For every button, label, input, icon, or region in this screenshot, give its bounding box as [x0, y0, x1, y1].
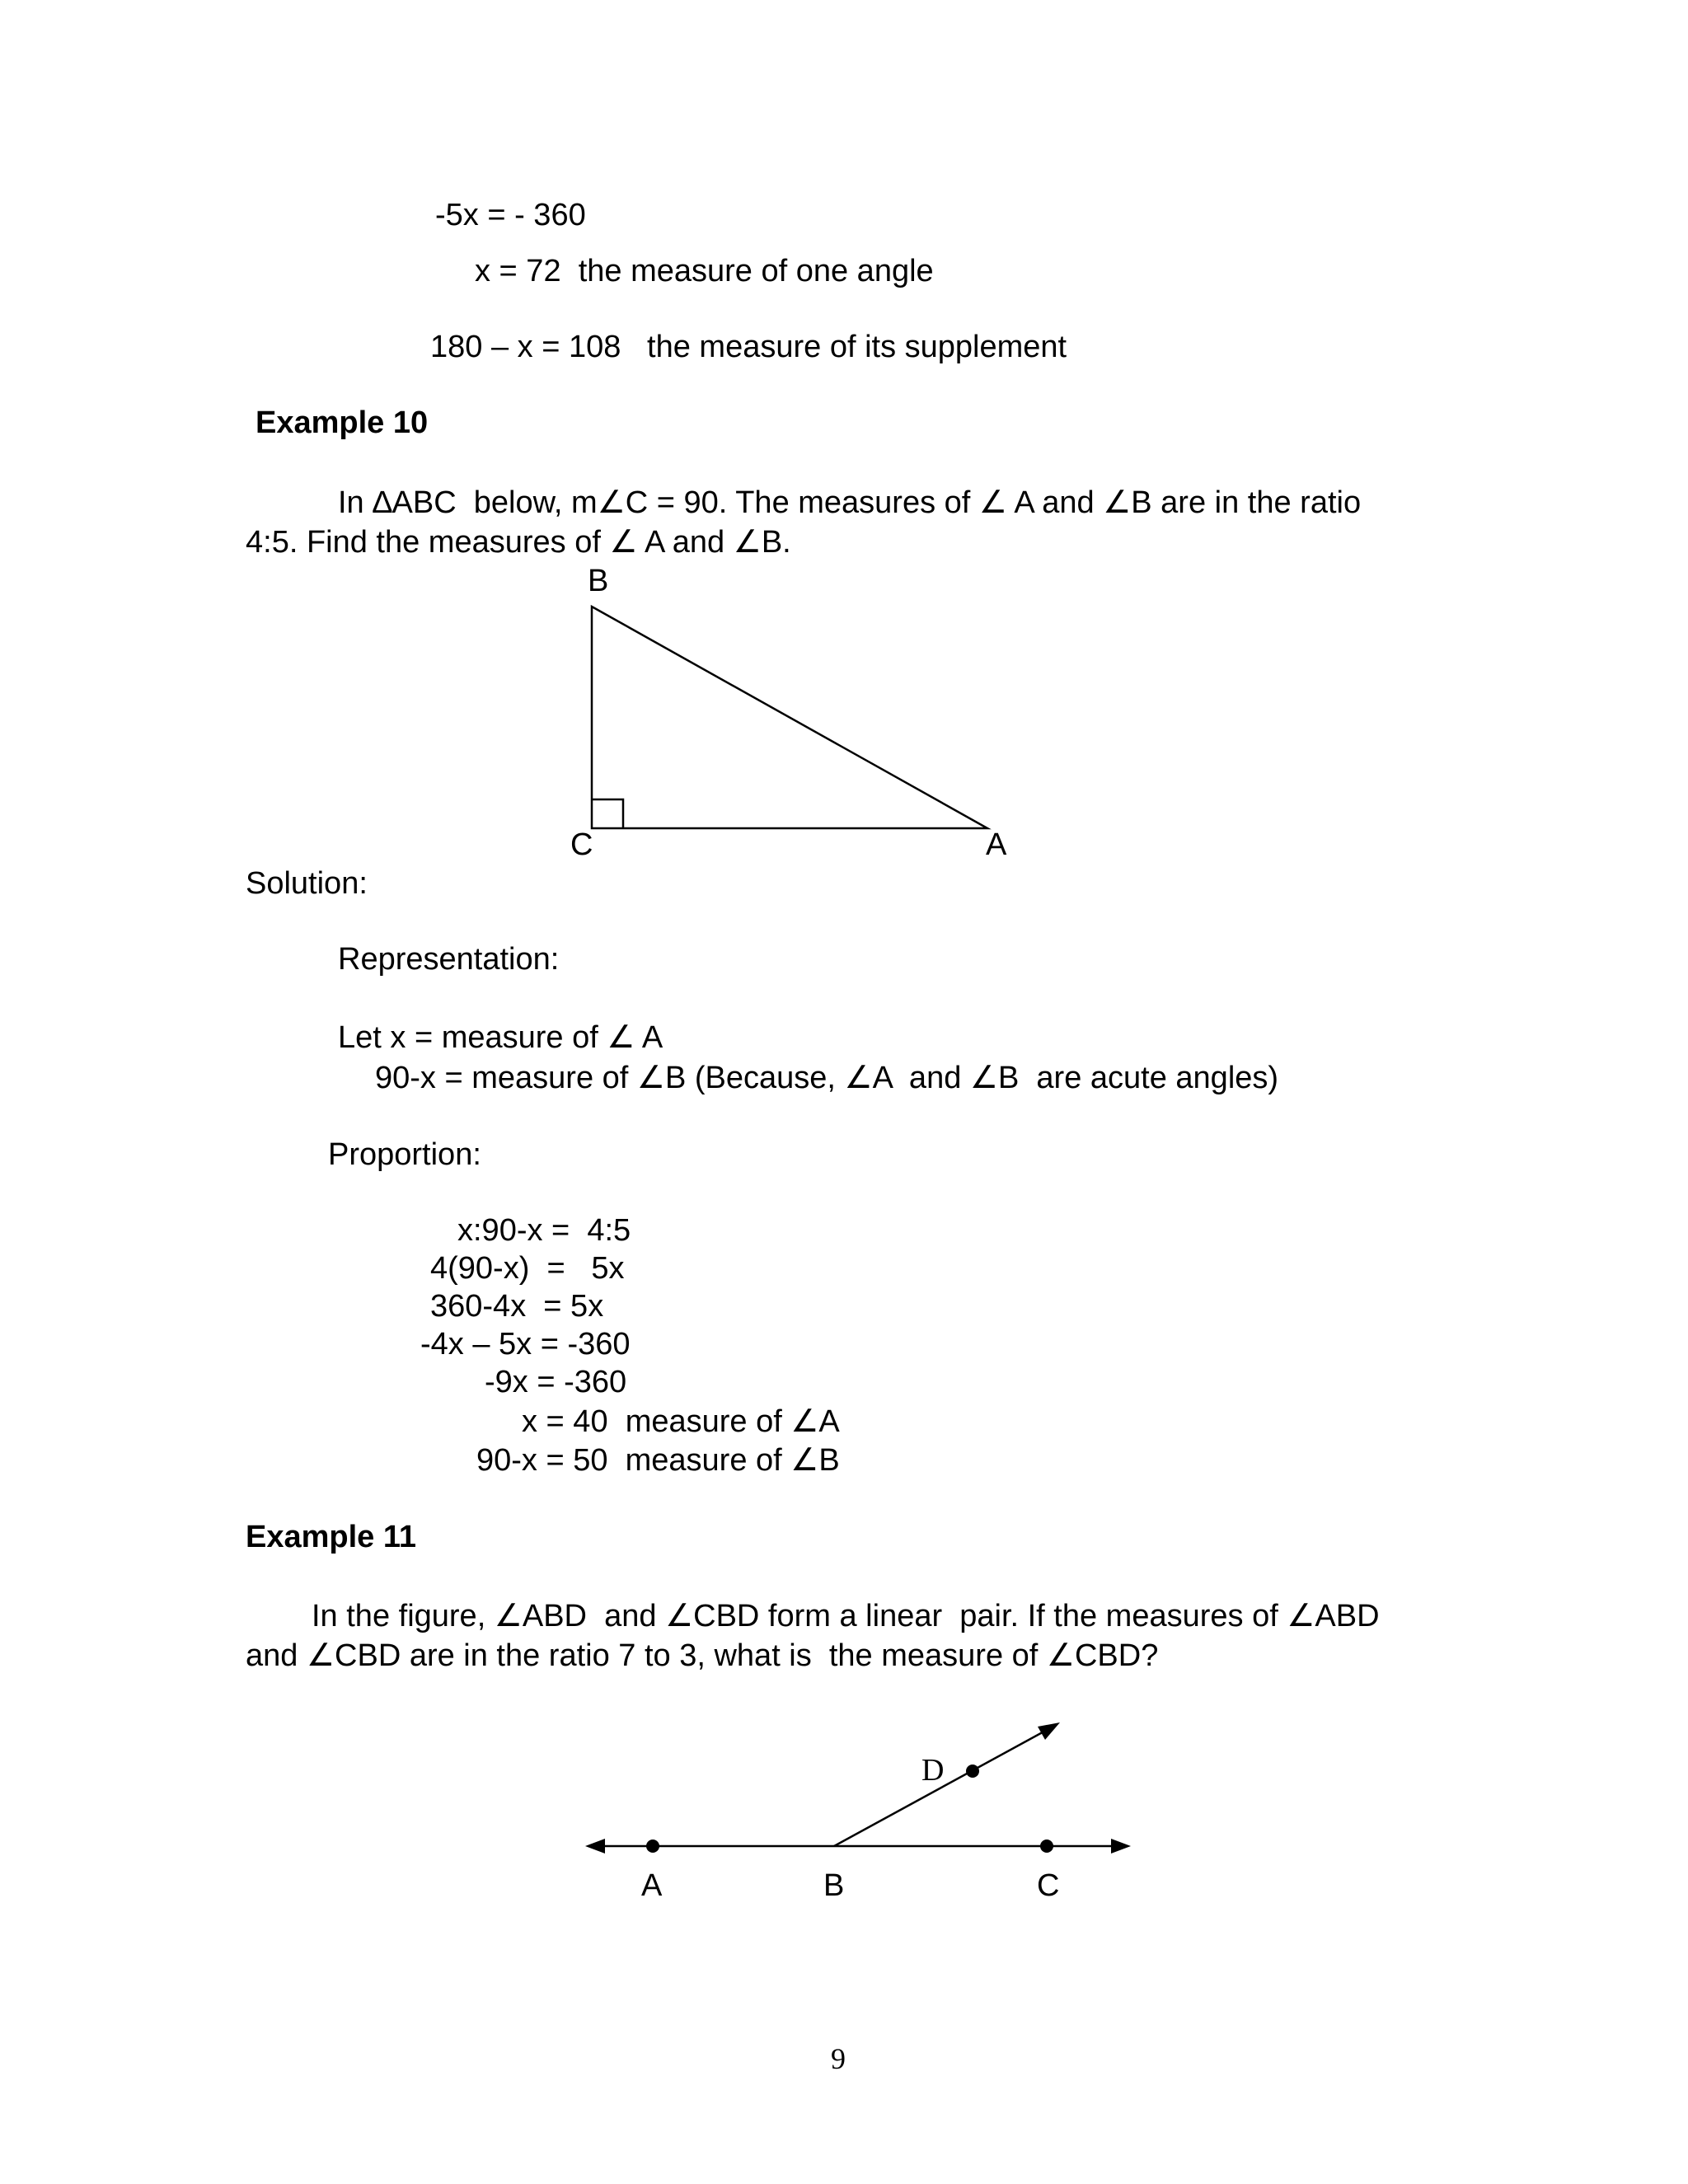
proportion-step: x = 40 measure of ∠A [522, 1404, 840, 1439]
equation-line: x = 72 the measure of one angle [475, 254, 934, 288]
proportion-step: 360-4x = 5x [430, 1289, 604, 1324]
proportion-label: Proportion: [328, 1137, 481, 1172]
arrowhead-ray [1038, 1722, 1060, 1740]
arrowhead-right [1111, 1839, 1131, 1854]
example-11-problem-line-1: In the figure, ∠ABD and ∠CBD form a linear pair. If the measures of ∠ABD [312, 1599, 1380, 1633]
representation-label: Representation: [338, 942, 560, 977]
vertex-label-b: B [588, 564, 609, 598]
vertex-label-c: C [570, 827, 593, 862]
example-11-problem-line-2: and ∠CBD are in the ratio 7 to 3, what is the measure of ∠CBD? [246, 1638, 1159, 1673]
page-number: 9 [831, 2042, 846, 2075]
point-label-a: A [641, 1868, 663, 1903]
representation-line-1: Let x = measure of ∠ A [338, 1020, 663, 1055]
point-a [646, 1840, 659, 1853]
example-10-problem-line-1: In ∆ABC below, m∠C = 90. The measures of ∠ A and ∠B are in the ratio [338, 485, 1362, 520]
example-11-heading: Example 11 [246, 1520, 417, 1554]
example-10-heading: Example 10 [256, 405, 429, 440]
proportion-step: x:90-x = 4:5 [457, 1213, 631, 1248]
point-d [966, 1765, 979, 1778]
equation-line: -5x = - 360 [435, 198, 586, 232]
representation-line-2: 90-x = measure of ∠B (Because, ∠A and ∠B are acute angles) [375, 1061, 1279, 1095]
solution-label: Solution: [246, 866, 368, 901]
point-label-d: D [921, 1753, 945, 1788]
point-label-b: B [823, 1868, 845, 1903]
example-10-problem-line-2: 4:5. Find the measures of ∠ A and ∠B. [246, 525, 791, 560]
proportion-step: 90-x = 50 measure of ∠B [476, 1443, 840, 1478]
equation-line: 180 – x = 108 the measure of its supplement [430, 330, 1067, 364]
point-c [1040, 1840, 1053, 1853]
arrowhead-left [585, 1839, 605, 1854]
vertex-label-a: A [986, 827, 1007, 862]
proportion-step: -9x = -360 [485, 1365, 627, 1399]
proportion-step: -4x – 5x = -360 [420, 1327, 631, 1361]
proportion-step: 4(90-x) = 5x [430, 1251, 625, 1286]
point-label-c: C [1037, 1868, 1060, 1903]
